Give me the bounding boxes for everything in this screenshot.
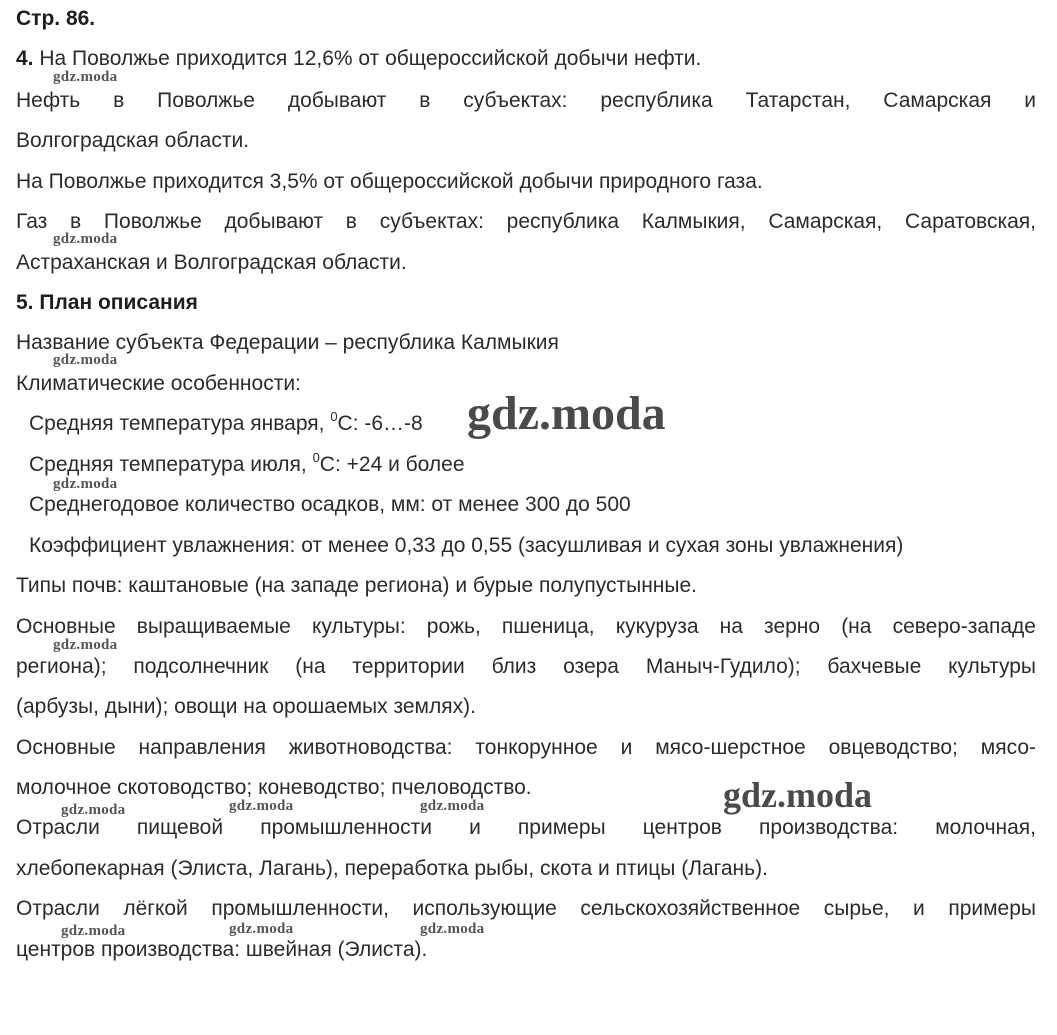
light-industry-line-1: Отрасли лёгкой промышленности, использующие сельскохозяйственное сырье, и примеры (16, 897, 1036, 920)
section4-line-gas-subjects-cont: Астраханская и Волгоградская области. (16, 251, 407, 274)
crops-line-2: региона); подсолнечник (на территории близ озера Маныч-Гудило); бахчевые культуры (16, 655, 1036, 678)
watermark-large: gdz.moda (467, 387, 666, 440)
crops-line-1: Основные выращиваемые культуры: рожь, пшеница, кукуруза на зерно (на северо-западе (16, 615, 1036, 638)
january-temperature-label: Средняя температура января, (29, 412, 331, 435)
section4-line-gas-share: На Поволжье приходится 3,5% от общероссийской добычи природного газа. (16, 170, 763, 193)
watermark-small: gdz.moda (53, 637, 118, 653)
section4-number: 4. (16, 47, 34, 70)
crops-line-3: (арбузы, дыни); овощи на орошаемых землях). (16, 695, 476, 718)
light-industry-line-2: центров производства: швейная (Элиста). (16, 938, 428, 961)
climate-heading: Климатические особенности: (16, 372, 301, 395)
degree-superscript: 0 (330, 409, 338, 424)
section4-line-oil-subjects: Нефть в Поволжье добывают в субъектах: республика Татарстан, Самарская и (16, 89, 1036, 112)
watermark-small: gdz.moda (420, 921, 485, 937)
watermark-medium: gdz.moda (723, 775, 873, 815)
july-temperature-line (29, 452, 465, 478)
section4-line-oil-subjects-cont: Волгоградская области. (16, 129, 250, 152)
section4-oil-share-text: На Поволжье приходится 12,6% от общероссийской добычи нефти. (33, 47, 702, 70)
section4-line-gas-subjects: Газ в Поволжье добывают в субъектах: республика Калмыкия, Самарская, Саратовская, (16, 210, 1036, 233)
watermark-small: gdz.moda (420, 798, 485, 814)
watermark-small: gdz.moda (53, 476, 118, 492)
watermark-small: gdz.moda (61, 802, 126, 818)
livestock-line-1: Основные направления животноводства: тонкорунное и мясо-шерстное овцеводство; мясо- (16, 736, 1036, 759)
july-temperature-value: С: +24 и более (319, 453, 465, 476)
food-industry-line-2: хлебопекарная (Элиста, Лагань), переработка рыбы, скота и птицы (Лагань). (16, 857, 768, 880)
january-temperature-value: С: -6…-8 (337, 412, 423, 435)
degree-superscript: 0 (312, 450, 320, 465)
watermark-small: gdz.moda (61, 923, 126, 939)
section4-line-oil-share (16, 46, 701, 72)
july-temperature-label: Средняя температура июля, (29, 453, 313, 476)
watermark-small: gdz.moda (53, 69, 118, 85)
watermark-small: gdz.moda (53, 231, 118, 247)
food-industry-line-1: Отрасли пищевой промышленности и примеры центров производства: молочная, (16, 816, 1036, 839)
soil-types-line: Типы почв: каштановые (на западе региона) и бурые полупустынные. (16, 574, 698, 597)
livestock-line-2: молочное скотоводство; коневодство; пчеловодство. (16, 776, 532, 799)
subject-name-line: Название субъекта Федерации – республика Калмыкия (16, 331, 559, 354)
watermark-small: gdz.moda (53, 352, 118, 368)
moisture-coefficient-line: Коэффициент увлажнения: от менее 0,33 до 0,55 (засушливая и сухая зоны увлажнения) (29, 534, 904, 557)
watermark-small: gdz.moda (229, 921, 294, 937)
section5-heading: 5. План описания (16, 291, 198, 314)
january-temperature-line (29, 411, 423, 437)
precipitation-line: Среднегодовое количество осадков, мм: от менее 300 до 500 (29, 493, 631, 516)
page-number-header: Стр. 86. (16, 7, 96, 30)
watermark-small: gdz.moda (229, 798, 294, 814)
